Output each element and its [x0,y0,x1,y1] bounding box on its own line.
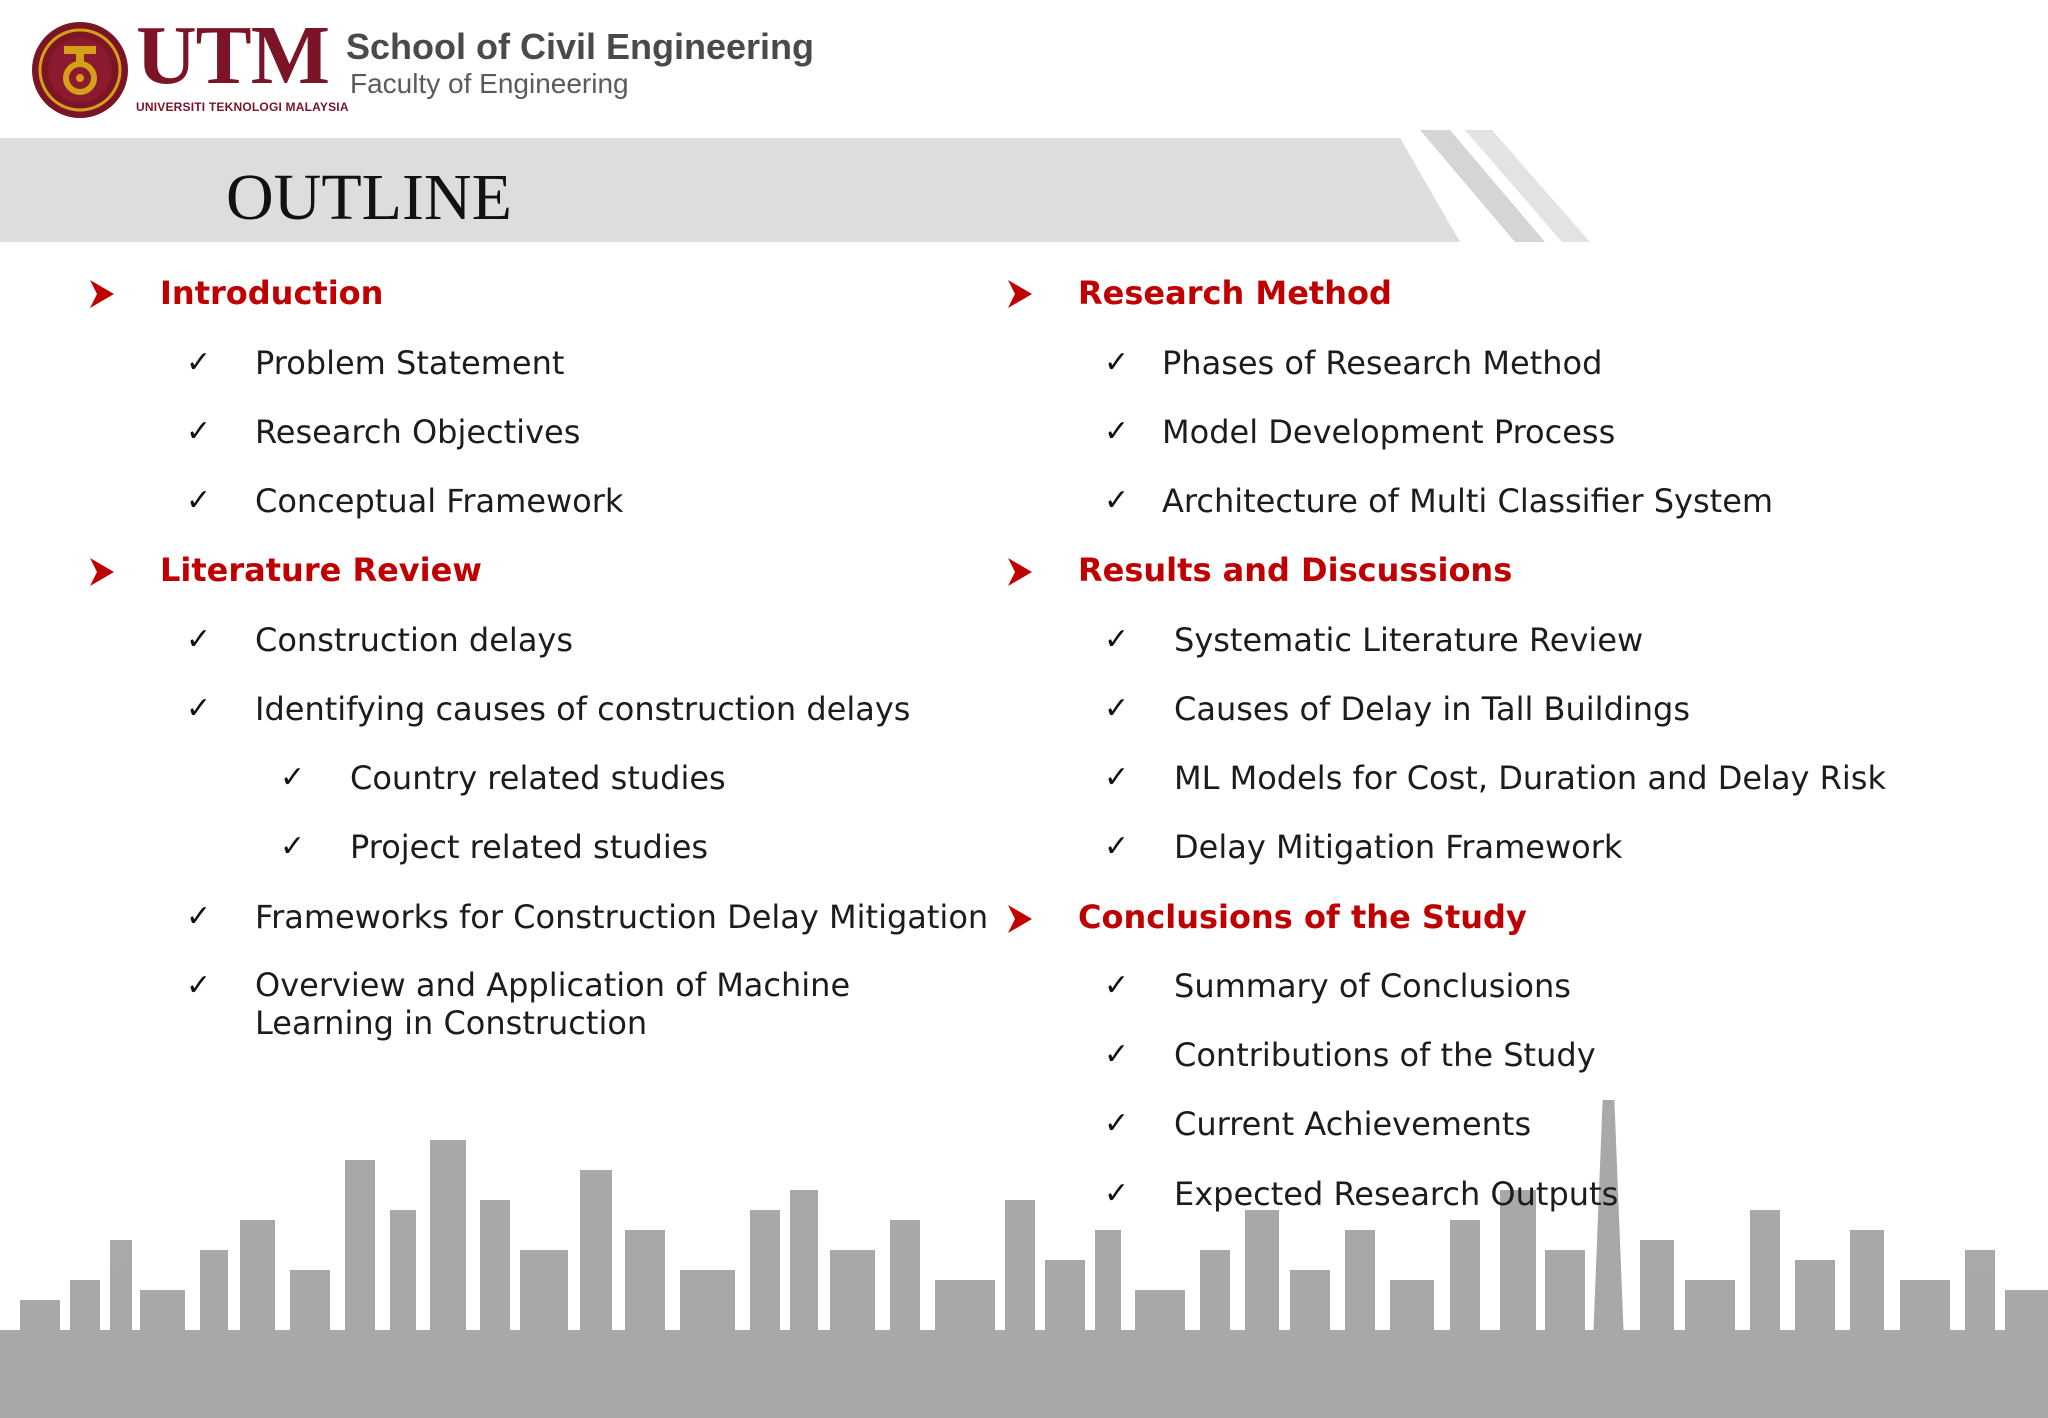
school-name: School of Civil Engineering [346,26,815,67]
check-icon: ✓ [1104,829,1130,864]
utm-logo-text: UTM [136,9,329,102]
check-icon: ✓ [1104,1176,1130,1211]
faculty-name: Faculty of Engineering [350,68,629,99]
check-icon: ✓ [1104,414,1130,449]
list-item: Summary of Conclusions [1174,967,1571,1005]
list-item: Current Achievements [1174,1105,1532,1143]
check-icon: ✓ [1104,691,1130,726]
list-subitem: Country related studies [350,759,726,797]
list-item: Architecture of Multi Classifier System [1162,482,1774,520]
list-item: Expected Research Outputs [1174,1175,1619,1213]
bullet-arrow-icon [1008,905,1032,933]
check-icon: ✓ [1104,1106,1130,1141]
list-item: Problem Statement [255,344,565,382]
check-icon: ✓ [1104,760,1130,795]
list-item: Research Objectives [255,413,581,451]
section-research-method: Research Method [1078,274,1392,312]
list-item: Conceptual Framework [255,482,624,520]
check-icon: ✓ [186,968,212,1003]
check-icon: ✓ [1104,968,1130,1003]
list-subitem: Project related studies [350,828,709,866]
list-item: ML Models for Cost, Duration and Delay Risk [1174,759,1886,797]
check-icon: ✓ [1104,483,1130,518]
check-icon: ✓ [186,345,212,380]
bullet-arrow-icon [90,558,114,586]
check-icon: ✓ [280,829,306,864]
section-introduction: Introduction [160,274,384,312]
check-icon: ✓ [280,760,306,795]
city-skyline-graphic [0,1100,2048,1418]
bullet-arrow-icon [1008,280,1032,308]
list-item: Contributions of the Study [1174,1036,1596,1074]
check-icon: ✓ [1104,622,1130,657]
check-icon: ✓ [1104,345,1130,380]
section-literature-review: Literature Review [160,551,482,589]
list-item: Model Development Process [1162,413,1616,451]
list-item: Phases of Research Method [1162,344,1603,382]
list-item: Causes of Delay in Tall Buildings [1174,690,1691,728]
utm-crest-logo [30,20,130,120]
bullet-arrow-icon [90,280,114,308]
section-conclusions: Conclusions of the Study [1078,898,1527,936]
bullet-arrow-icon [1008,558,1032,586]
list-item: Overview and Application of Machine Learning in Construction [255,966,851,1042]
utm-logo-subtitle: UNIVERSITI TEKNOLOGI MALAYSIA [136,100,349,114]
check-icon: ✓ [186,691,212,726]
check-icon: ✓ [186,483,212,518]
check-icon: ✓ [186,414,212,449]
list-item: Identifying causes of construction delays [255,690,911,728]
list-item: Construction delays [255,621,574,659]
section-results-discussions: Results and Discussions [1078,551,1513,589]
list-item: Systematic Literature Review [1174,621,1644,659]
list-item: Frameworks for Construction Delay Mitigation [255,898,989,936]
check-icon: ✓ [1104,1037,1130,1072]
list-item: Delay Mitigation Framework [1174,828,1623,866]
check-icon: ✓ [186,899,212,934]
slide-title: OUTLINE [226,161,512,234]
check-icon: ✓ [186,622,212,657]
